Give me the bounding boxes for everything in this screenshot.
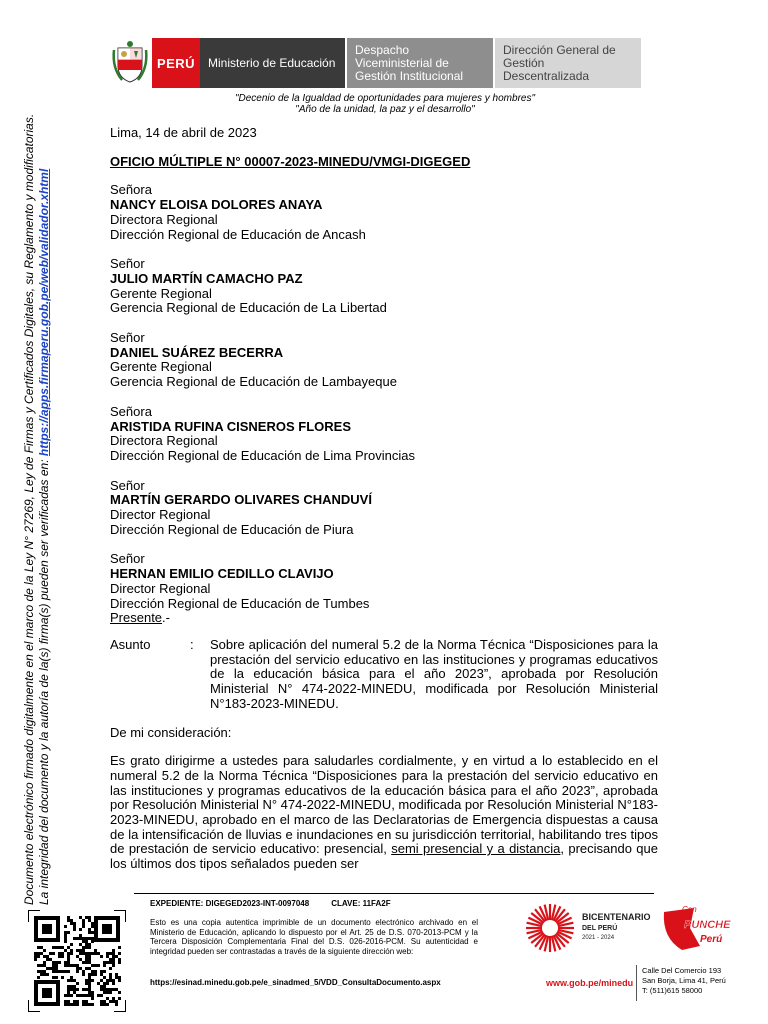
recipient-salutation: Señor: [110, 551, 145, 567]
slogans: [100, 93, 670, 115]
peru-badge: PERÚ: [152, 38, 200, 88]
recipients-list: [110, 183, 658, 611]
asunto: [110, 638, 658, 712]
recipient-salutation: Señor: [110, 256, 145, 272]
presente-label: Presente: [110, 610, 163, 626]
expediente-line: [150, 899, 391, 908]
address-line-1: Calle Del Comercio 193: [642, 966, 722, 975]
recipient-org: Gerencia Regional de Educación de La Libertad: [110, 300, 387, 316]
recipient: [110, 331, 658, 390]
ministerio-label: Ministerio de Educación: [200, 38, 345, 88]
recipient-name: DANIEL SUÁREZ BECERRA: [110, 344, 284, 360]
gob-link[interactable]: www.gob.pe/minedu: [546, 978, 634, 988]
document-body: [110, 126, 658, 886]
asunto-text: Sobre aplicación del numeral 5.2 de la Norma Técnica “Disposiciones para la prestación del servicio educativo en las instituciones y programas educativos de la educación básica para el año 2023”, aprobada por Resolución Ministerial N° 474-2022-MINEDU, modificada por Resolución Ministerial N°183-2023-MINEDU.: [210, 636, 658, 711]
con-punche-peru-logo: [660, 898, 740, 958]
recipient: [110, 183, 658, 242]
copy-notice: Esto es una copia autentica imprimible de un documento electrónico archivado en el Ministerio de Educación, aplicando lo dispuesto por el Art. 25 de D.S. 070-2013-PCM y la Tercera Disposición Complementaria Final del D.S. 026-2016-PCM. Su autenticidad e integridad pueden ser contrastadas a través de la siguiente dirección web:: [150, 918, 478, 956]
recipient-role: Gerente Regional: [110, 285, 212, 301]
recipient-org: Dirección Regional de Educación de Piura: [110, 521, 354, 537]
recipient-org: Dirección Regional de Educación de Ancash: [110, 226, 366, 242]
consideracion: De mi consideración:: [110, 724, 232, 740]
oficio-number: OFICIO MÚLTIPLE N° 00007-2023-MINEDU/VMGI-DIGEGED: [110, 153, 471, 169]
address-line-2: San Borja, Lima 41, Perú: [642, 976, 726, 985]
coat-of-arms-icon: [108, 38, 152, 88]
presente-suffix: .-: [162, 610, 170, 626]
recipient-role: Directora Regional: [110, 211, 218, 227]
paragraph-text-1: Es grato dirigirme a ustedes para saludarles cordialmente, y en virtud a lo establecido en el numeral 5.2 de la Norma Técnica “Disposiciones para la prestación del servicio educativo en las instituciones y programas educativos de la educación básica para el año 2023”, aprobada por Resolución Ministerial N° 474-2022-MINEDU, modificada por Resolución Ministerial N°183-2023-MINEDU, aprobado en el marco de las Declaratorias de Emergencia dispuestas a causa de la intensificación de lluvias e inundaciones en su jurisdicción territorial, habilitando tres tipos de prestación de servicio educativo: presencial,: [110, 753, 658, 857]
bicentenario-logo: [522, 898, 652, 958]
direccion-label: Dirección General de Gestión Descentralizada: [495, 38, 641, 88]
punche-text: PUNCHE: [684, 919, 731, 931]
recipient-org: Dirección Regional de Educación de Tumbes: [110, 595, 370, 611]
recipient: [110, 479, 658, 538]
recipient: [110, 552, 658, 611]
clave: CLAVE: 11FA2F: [331, 899, 391, 908]
footer-separator: [636, 965, 637, 1001]
recipient-name: ARISTIDA RUFINA CISNEROS FLORES: [110, 418, 351, 434]
recipient-role: Gerente Regional: [110, 359, 212, 375]
recipient: [110, 257, 658, 316]
del-peru-text: DEL PERÚ: [582, 925, 618, 932]
slogan-line-2: "Año de la unidad, la paz y el desarrollo": [295, 104, 475, 115]
paragraph-text-2: , precisando que los últimos dos tipos señalados pueden ser: [110, 841, 658, 872]
years-text: 2021 - 2024: [582, 935, 615, 941]
recipient-name: JULIO MARTÍN CAMACHO PAZ: [110, 270, 303, 286]
main-paragraph: [110, 754, 658, 872]
paragraph-underlined: semi presencial y a distancia: [391, 841, 561, 857]
footer-divider: [134, 893, 654, 894]
recipient-name: HERNAN EMILIO CEDILLO CLAVIJO: [110, 566, 334, 582]
validator-link[interactable]: https://apps.firmaperu.gob.pe/web/validador.xhtml: [37, 168, 51, 457]
signature-notice-line-2: [37, 105, 52, 905]
recipient-salutation: Señora: [110, 182, 152, 198]
recipient-org: Gerencia Regional de Educación de Lambayeque: [110, 374, 397, 390]
recipient-salutation: Señora: [110, 403, 152, 419]
document-date: Lima, 14 de abril de 2023: [110, 125, 257, 140]
qr-code-icon[interactable]: [28, 910, 126, 1012]
expediente: EXPEDIENTE: DIGEGED2023-INT-0097048: [150, 899, 310, 908]
recipient-role: Directora Regional: [110, 433, 218, 449]
recipient: [110, 405, 658, 464]
recipient-name: NANCY ELOISA DOLORES ANAYA: [110, 197, 323, 213]
address-line-3: T: (511)615 58000: [642, 986, 703, 995]
recipient-role: Director Regional: [110, 507, 211, 523]
recipient-role: Director Regional: [110, 580, 211, 596]
signature-notice-prefix: La integridad del documento y la autoría de la(s) firma(s) pueden ser verificadas en:: [37, 456, 51, 905]
recipient-name: MARTÍN GERARDO OLIVARES CHANDUVÍ: [110, 492, 372, 508]
verification-url[interactable]: https://esinad.minedu.gob.pe/e_sinadmed_5/VDD_ConsultaDocumento.aspx: [150, 978, 441, 987]
asunto-colon: :: [190, 636, 194, 652]
signature-notice: [22, 105, 52, 905]
recipient-org: Dirección Regional de Educación de Lima Provincias: [110, 447, 415, 463]
asunto-label: Asunto: [110, 636, 151, 652]
punche-peru-text: Perú: [700, 934, 723, 945]
address: [642, 966, 726, 996]
presente-line: [110, 611, 658, 626]
con-text: Con: [682, 905, 697, 914]
recipient-salutation: Señor: [110, 477, 145, 493]
despacho-label: Despacho Viceministerial de Gestión Institucional: [347, 38, 493, 88]
letterhead: [108, 38, 641, 88]
bicentenario-text: BICENTENARIO: [582, 912, 651, 922]
slogan-line-1: "Decenio de la Igualdad de oportunidades para mujeres y hombres": [234, 93, 536, 104]
signature-notice-line-1: Documento electrónico firmado digitalmente en el marco de la Ley N° 27269, Ley de Firmas y Certificados Digitales, su Reglamento y modificatorias.: [22, 113, 36, 905]
recipient-salutation: Señor: [110, 330, 145, 346]
